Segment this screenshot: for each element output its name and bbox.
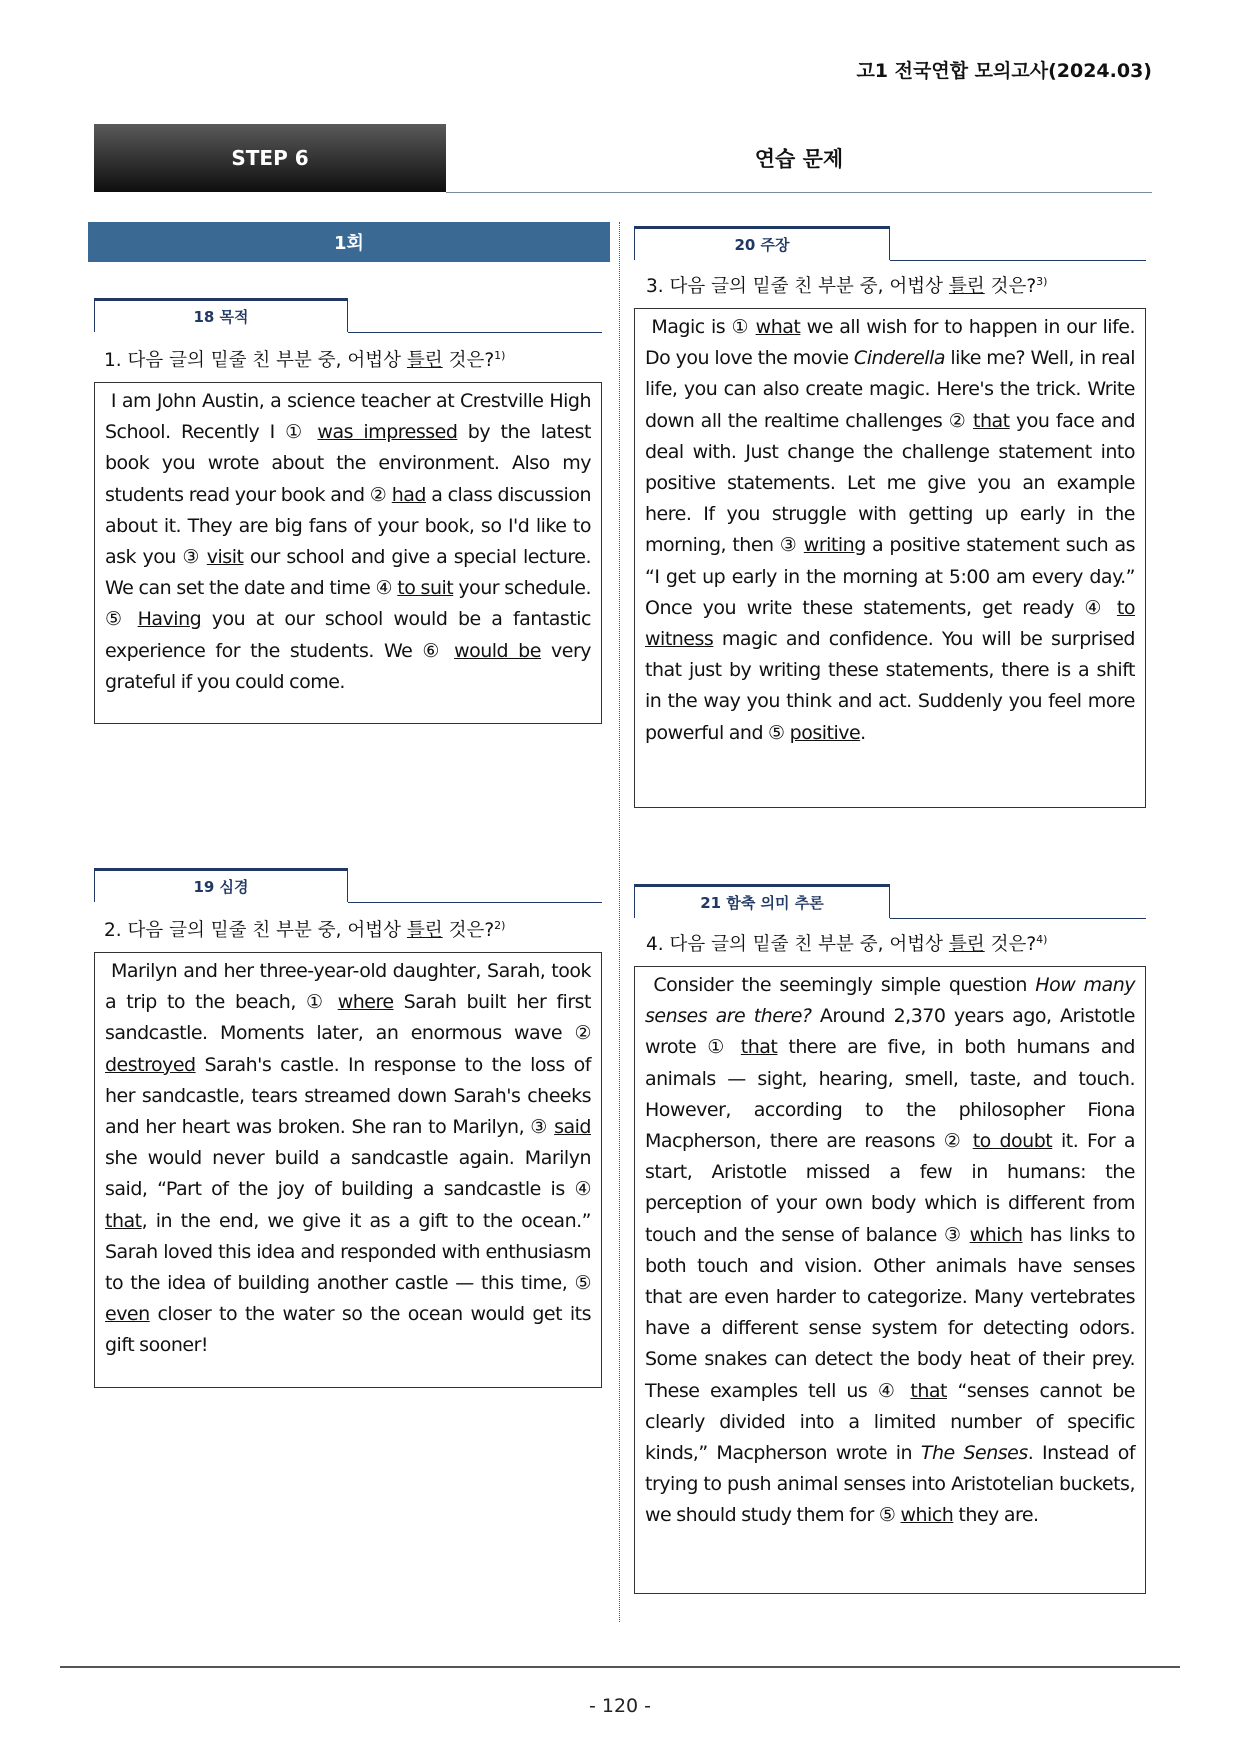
question-2-prompt xyxy=(104,912,505,945)
prompt-text-end: 것은? xyxy=(448,350,495,372)
passage-1: I am John Austin, a science teacher at Crestville High School. Recently I ① was impressed by the latest book you wrote about the environment. Also my students read your book and ② had a class discussion about it. They are big fans of your book, so I'd like to ask you ③ visit our school and give a special lecture. We can set the date and time ④ to suit your schedule. ⑤ Having you at our school would be a fantastic experience for the students. We ⑥ would be very grateful if you could come. xyxy=(94,382,602,724)
prompt-text-end: 것은? xyxy=(448,920,495,942)
prompt-text: 다음 글의 밑줄 친 부분 중, 어법상 xyxy=(127,920,402,942)
question-3-tab-line xyxy=(890,260,1146,261)
footnote-mark: 4) xyxy=(1036,933,1048,946)
question-3-tab: 20 주장 xyxy=(634,226,890,260)
prompt-underlined: 틀린 xyxy=(406,920,443,942)
section-title: 연습 문제 xyxy=(754,147,844,171)
question-2-tab-line xyxy=(348,902,602,903)
round-label: 1회 xyxy=(88,222,610,262)
question-4-tab-line xyxy=(890,918,1146,919)
prompt-underlined: 틀린 xyxy=(948,934,985,956)
prompt-text-end: 것은? xyxy=(990,934,1037,956)
passage-4: Consider the seemingly simple question How many senses are there? Around 2,370 years ago, Aristotle wrote ① that there are five, in both humans and animals — sight, hearing, smell, taste, and touch. However, according to the philosopher Fiona Macpherson, there are reasons ② to doubt it. For a start, Aristotle missed a few in humans: the perception of your own body which is different from touch and the sense of balance ③ which has links to both touch and vision. Other animals have senses that are even harder to categorize. Many vertebrates have a different sense system for detecting odors. Some snakes can detect the body heat of their prey. These examples tell us ④ that “senses cannot be clearly divided into a limited number of specific kinds,” Macpherson wrote in The Senses. Instead of trying to push animal senses into Aristotelian buckets, we should study them for ⑤ which they are. xyxy=(634,966,1146,1594)
prompt-text: 다음 글의 밑줄 친 부분 중, 어법상 xyxy=(127,350,402,372)
prompt-underlined: 틀린 xyxy=(948,276,985,298)
question-1-prompt xyxy=(104,342,505,375)
prompt-text-end: 것은? xyxy=(990,276,1037,298)
column-divider xyxy=(619,222,620,1622)
question-1-tab-line xyxy=(348,332,602,333)
question-4-tab: 21 함축 의미 추론 xyxy=(634,884,890,918)
page-number: - 120 - xyxy=(588,1695,652,1717)
footer-rule xyxy=(60,1666,1180,1668)
question-4-prompt xyxy=(646,926,1047,959)
question-1-tab: 18 목적 xyxy=(94,298,348,332)
question-number: 3. xyxy=(646,276,664,298)
question-2-tab: 19 심경 xyxy=(94,868,348,902)
footnote-mark: 2) xyxy=(494,919,506,932)
passage-3: Magic is ① what we all wish for to happen in our life. Do you love the movie Cinderella like me? Well, in real life, you can also create magic. Here's the trick. Write down all the realtime challenges ② that you face and deal with. Just change the challenge statement into positive statements. Let me give you an example here. If you struggle with getting up early in the morning, then ③ writing a positive statement such as “I get up early in the morning at 5:00 am every day.” Once you write these statements, get ready ④ to witness magic and confidence. You will be surprised that just by writing these statements, there is a shift in the way you think and act. Suddenly you feel more powerful and ⑤ positive. xyxy=(634,308,1146,808)
question-number: 4. xyxy=(646,934,664,956)
prompt-underlined: 틀린 xyxy=(406,350,443,372)
question-3-prompt xyxy=(646,268,1047,301)
question-number: 1. xyxy=(104,350,122,372)
prompt-text: 다음 글의 밑줄 친 부분 중, 어법상 xyxy=(669,934,944,956)
question-number: 2. xyxy=(104,920,122,942)
header-rule xyxy=(446,192,1152,193)
footnote-mark: 1) xyxy=(494,349,506,362)
footnote-mark: 3) xyxy=(1036,275,1048,288)
prompt-text: 다음 글의 밑줄 친 부분 중, 어법상 xyxy=(669,276,944,298)
exam-title: 고1 전국연합 모의고사(2024.03) xyxy=(856,60,1152,82)
passage-2: Marilyn and her three-year-old daughter, Sarah, took a trip to the beach, ① where Sarah built her first sandcastle. Moments later, an enormous wave ② destroyed Sarah's castle. In response to the loss of her sandcastle, tears streamed down Sarah's cheeks and her heart was broken. She ran to Marilyn, ③ said she would never build a sandcastle again. Marilyn said, “Part of the joy of building a sandcastle is ④ that, in the end, we give it as a gift to the ocean.” Sarah loved this idea and responded with enthusiasm to the idea of building another castle — this time, ⑤ even closer to the water so the ocean would get its gift sooner! xyxy=(94,952,602,1388)
step-label: STEP 6 xyxy=(94,124,446,192)
